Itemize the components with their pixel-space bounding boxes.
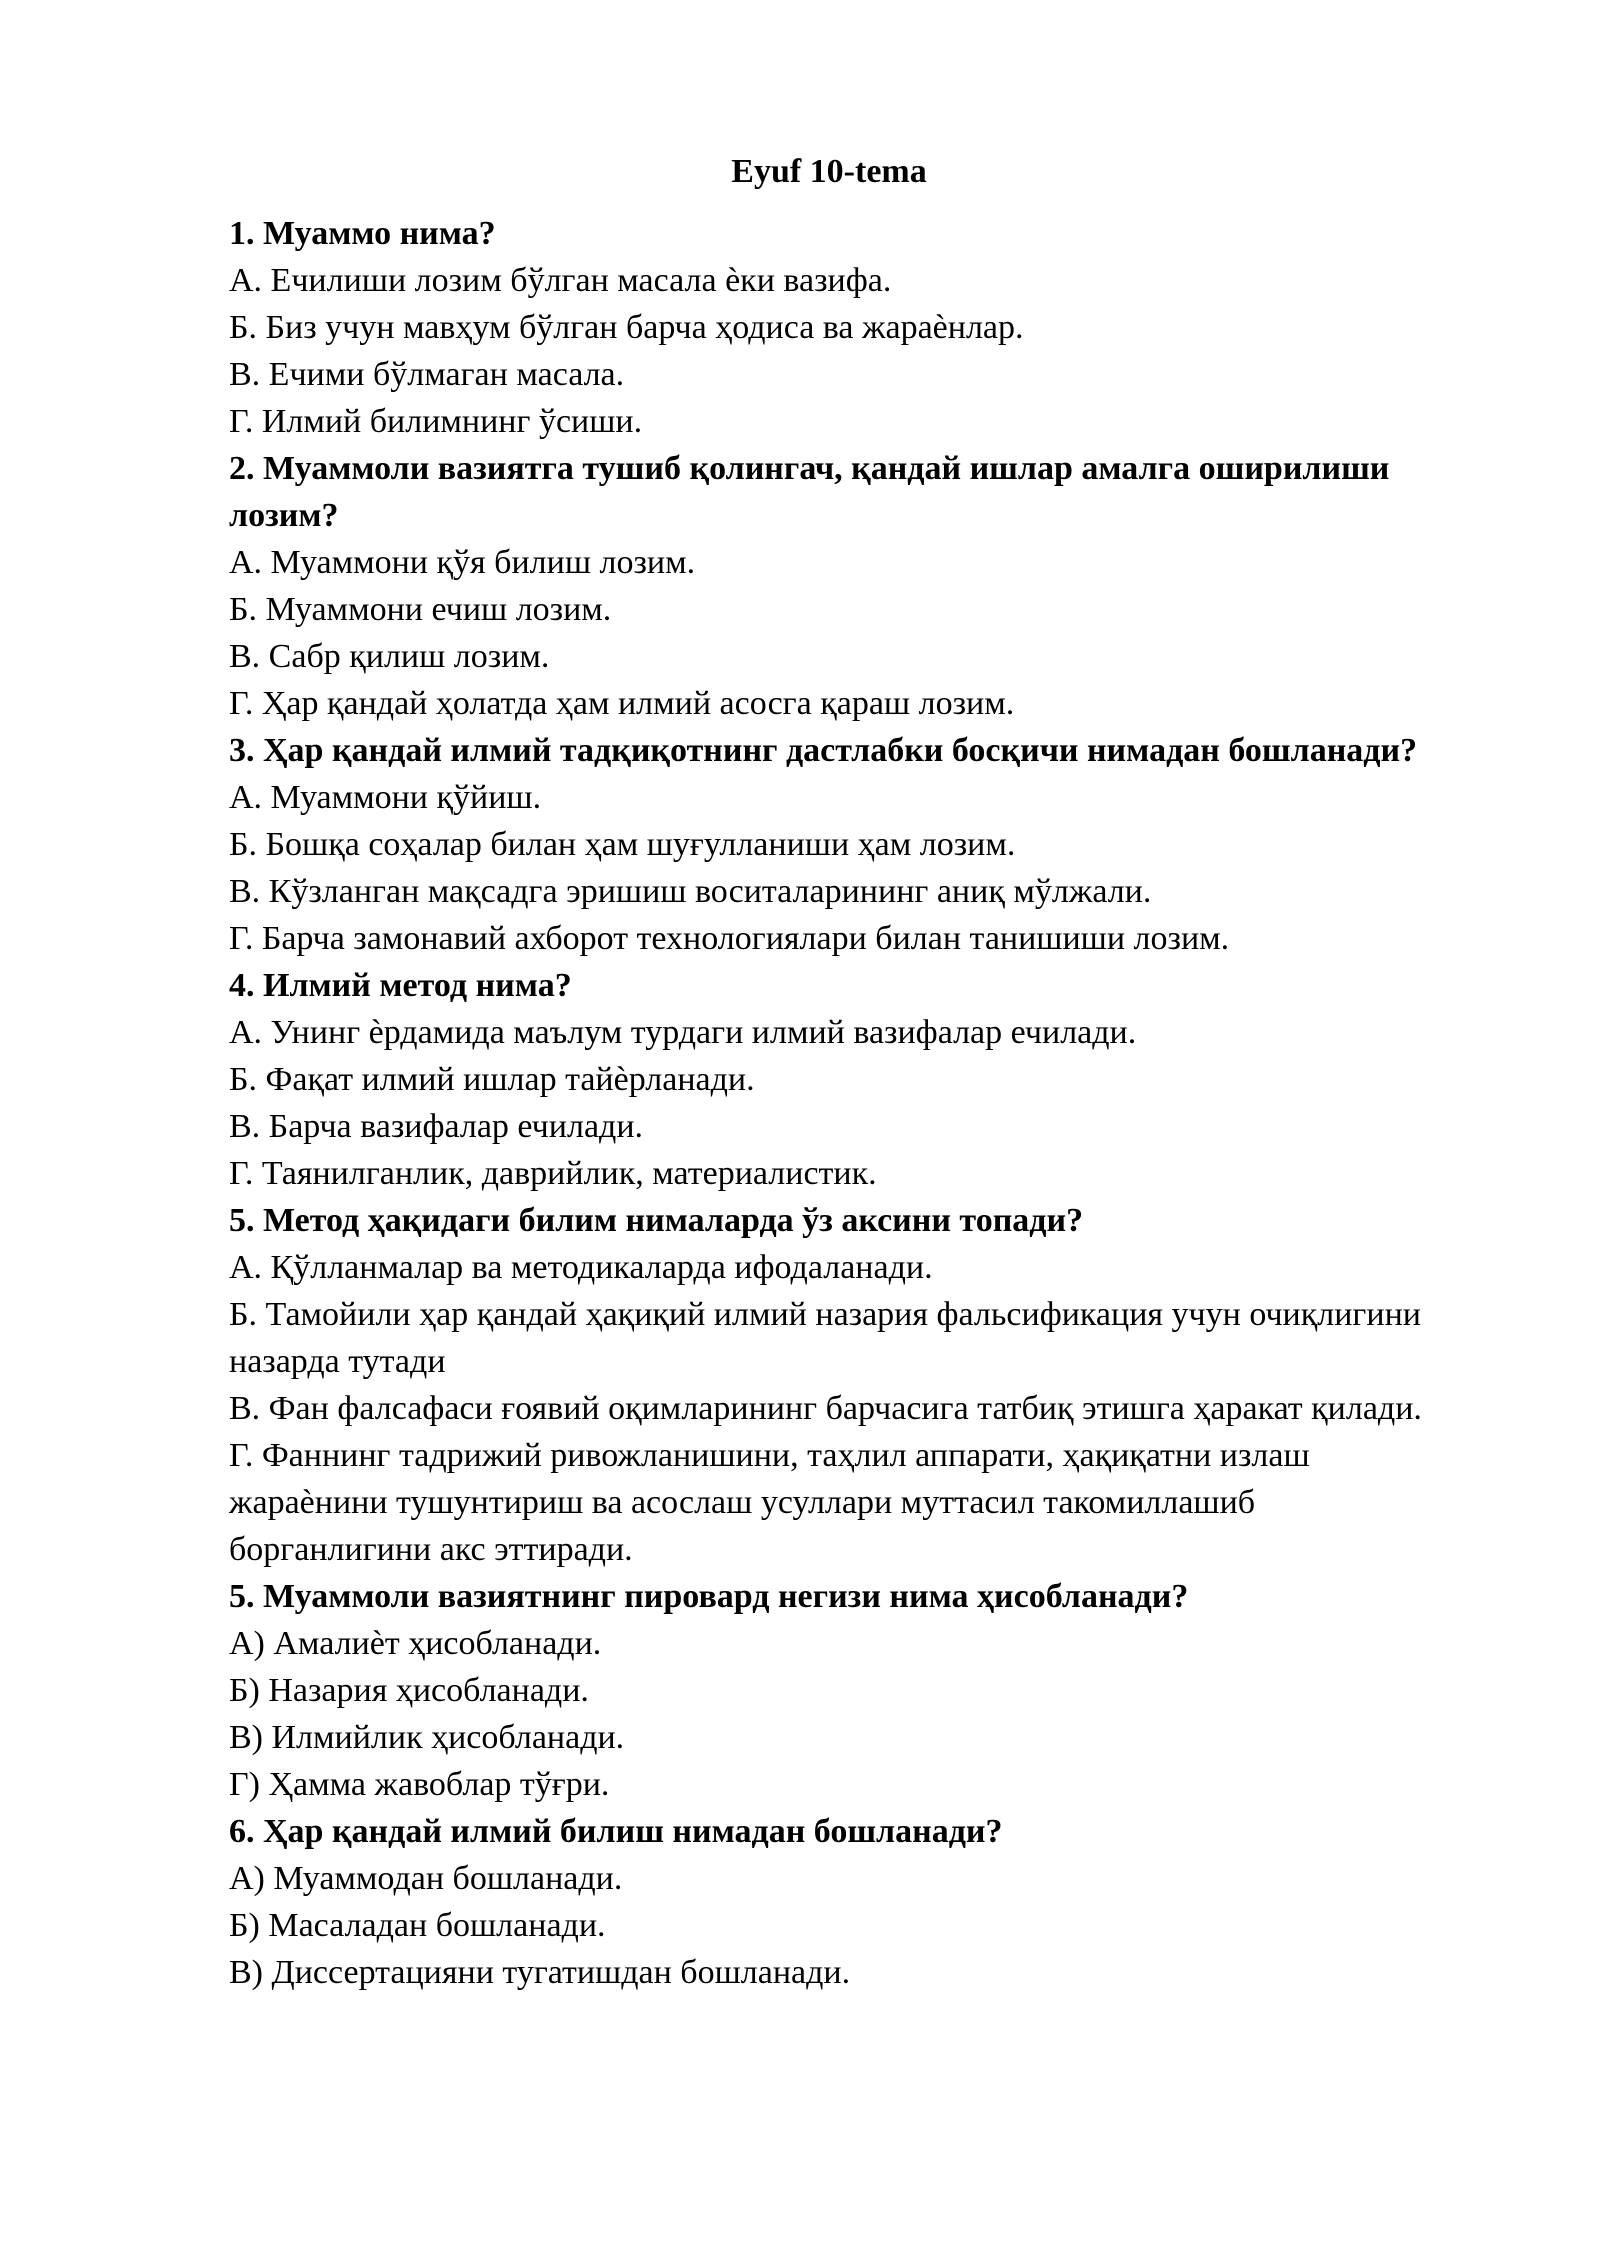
answer-option: А. Ечилиши лозим бўлган масала ѐки вазифа.: [229, 262, 892, 299]
question-text: 1. Муаммо нима?: [229, 215, 496, 252]
answer-option: Б. Фақат илмий ишлар тайѐрланади.: [229, 1061, 755, 1098]
question-block: [229, 1197, 1459, 1573]
answer-option: А. Муаммони қўйиш.: [229, 779, 542, 816]
question-block: [229, 1808, 1459, 1996]
answer-option: Г) Ҳамма жавоблар тўғри.: [229, 1766, 610, 1803]
answer-option: Б. Биз учун мавҳум бўлган барча ҳодиса ва жараѐнлар.: [229, 309, 1024, 346]
answer-option: Б. Бошқа соҳалар билан ҳам шуғулланиши ҳам лозим.: [229, 826, 1016, 863]
question-block: [229, 445, 1459, 727]
question-block: [229, 1573, 1459, 1808]
answer-option: Б) Масаладан бошланади.: [229, 1907, 606, 1944]
answer-option: В. Кўзланган мақсадга эришиш воситаларининг аниқ мўлжали.: [229, 873, 1152, 910]
answer-option: Б. Муаммони ечиш лозим.: [229, 591, 612, 628]
document-title: Eyuf 10-tema: [731, 153, 927, 190]
answer-option: В) Илмийлик ҳисобланади.: [229, 1719, 625, 1756]
answer-option: Г. Ҳар қандай ҳолатда ҳам илмий асосга қараш лозим.: [229, 685, 1015, 722]
question-text: 6. Ҳар қандай илмий билиш нимадан бошланади?: [229, 1813, 1003, 1850]
document-page: [229, 148, 1459, 1996]
question-text: 2. Муаммоли вазиятга тушиб қолингач, қандай ишлар амалга оширилиши лозим?: [229, 450, 1390, 534]
question-text: 5. Метод ҳақидаги билим нималарда ўз аксини топади?: [229, 1202, 1084, 1239]
question-block: [229, 962, 1459, 1197]
answer-option: В. Фан фалсафаси ғоявий оқимларининг барчасига татбиқ этишга ҳаракат қилади.: [229, 1390, 1422, 1427]
answer-option: Г. Барча замонавий ахборот технологиялари билан танишиши лозим.: [229, 920, 1230, 957]
answer-option: А) Амалиѐт ҳисобланади.: [229, 1625, 602, 1662]
question-block: [229, 727, 1459, 962]
answer-option: А. Муаммони қўя билиш лозим.: [229, 544, 696, 581]
question-text: 4. Илмий метод нима?: [229, 967, 572, 1004]
answer-option: А. Қўлланмалар ва методикаларда ифодаланади.: [229, 1249, 933, 1286]
answer-option: Б. Тамойили ҳар қандай ҳақиқий илмий назария фальсификация учун очиқлигини назарда тутади: [229, 1296, 1421, 1380]
answer-option: Г. Илмий билимнинг ўсиши.: [229, 403, 643, 440]
question-text: 3. Ҳар қандай илмий тадқиқотнинг дастлабки босқичи нимадан бошланади?: [229, 732, 1418, 769]
answer-option: В. Ечими бўлмаган масала.: [229, 356, 625, 393]
question-block: [229, 210, 1459, 445]
answer-option: Г. Фаннинг тадрижий ривожланишини, таҳлил аппарати, ҳақиқатни излаш жараѐнини тушунтириш ва асослаш усуллари муттасил такомиллашиб борганлигини акс эттиради.: [229, 1437, 1310, 1568]
question-text: 5. Муаммоли вазиятнинг пировард негизи нима ҳисобланади?: [229, 1578, 1189, 1615]
answer-option: Г. Таянилганлик, даврийлик, материалистик.: [229, 1155, 877, 1192]
answer-option: А) Муаммодан бошланади.: [229, 1860, 623, 1897]
answer-option: В) Диссертацияни тугатишдан бошланади.: [229, 1954, 851, 1991]
answer-option: Б) Назария ҳисобланади.: [229, 1672, 589, 1709]
answer-option: А. Унинг ѐрдамида маълум турдаги илмий вазифалар ечилади.: [229, 1014, 1137, 1051]
answer-option: В. Барча вазифалар ечилади.: [229, 1108, 644, 1145]
answer-option: В. Сабр қилиш лозим.: [229, 638, 550, 675]
